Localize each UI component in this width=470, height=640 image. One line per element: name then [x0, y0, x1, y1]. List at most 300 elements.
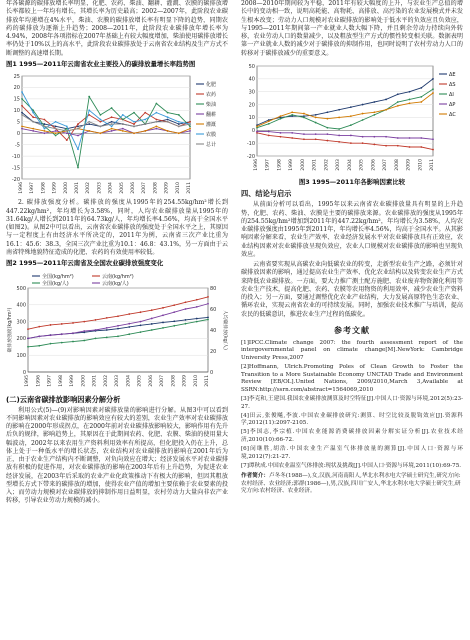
fig3-data-point [350, 134, 352, 136]
fig1-data-point [44, 130, 46, 132]
fig1-data-point [167, 112, 169, 114]
fig2-data-point [207, 318, 209, 320]
fig1-y-tick-label: 5 [16, 119, 20, 126]
fig1-data-point [111, 130, 113, 132]
fig1-data-point [77, 123, 79, 125]
fig3-data-point [373, 143, 375, 145]
fig2-data-point [50, 342, 52, 344]
fig2-data-point [140, 320, 142, 322]
fig3-data-point [385, 109, 387, 111]
fig1-y-tick-label: -15 [11, 165, 20, 172]
fig1-data-point [178, 133, 180, 135]
fig1-x-tick-label: 2004 [108, 182, 114, 194]
fig2-x-tick-label: 1998 [58, 374, 64, 387]
fig2-x-tick-label: 2002 [103, 374, 109, 387]
fig3-data-point [280, 132, 282, 134]
fig1-data-point [111, 126, 113, 128]
fig3-data-point [362, 119, 364, 121]
references-list [241, 340, 463, 471]
figure-2-caption: 图2 1995—2011年云南省及全国农业碳排放强度变化 [6, 259, 164, 267]
fig1-data-point [189, 126, 191, 128]
fig3-data-point [315, 133, 317, 135]
fig3-x-tick-label: 2004 [347, 158, 353, 171]
fig2-data-point [140, 311, 142, 313]
fig1-data-point [189, 128, 191, 130]
fig1-data-point [77, 128, 79, 130]
right-column [241, 0, 463, 640]
fig2-x-tick-label: 2000 [81, 374, 87, 387]
fig3-data-point [350, 115, 352, 117]
fig3-data-point [327, 118, 329, 120]
fig3-data-point [362, 136, 364, 138]
fig3-data-point [409, 137, 411, 139]
fig1-data-point [32, 112, 34, 114]
fig2-y2-axis-label: 人均碳排放(kg/人) [222, 309, 227, 350]
fig1-data-point [122, 114, 124, 116]
fig3-x-tick-label: 2002 [324, 158, 330, 171]
fig1-data-point [88, 130, 90, 132]
fig2-plot-frame [28, 288, 208, 372]
fig1-series-line [22, 113, 190, 129]
fig3-data-point [350, 124, 352, 126]
fig3-data-point [256, 125, 258, 127]
left-column [6, 0, 228, 640]
fig2-data-point [185, 308, 187, 310]
fig1-data-point [88, 110, 90, 112]
fig2-x-tick-label: 1996 [36, 374, 42, 387]
reference-item: [5]李国志,李宗植.中国农业能源消费碳排放因素分解实证分析[J].农业技术经济,2010(10):66-72. [241, 429, 463, 443]
fig2-y2-tick-label: 80 [210, 285, 217, 292]
fig1-data-point [100, 119, 102, 121]
reference-item: [3]李克和,王建国.我国农业碳排放测算及时空特征[J].中国人口·资源与环境,2012(5):23-27. [241, 395, 463, 410]
fig1-data-point [21, 91, 23, 93]
fig1-data-point [32, 117, 34, 119]
fig3-x-tick-label: 2000 [300, 158, 306, 171]
paragraph-intensity: 2. 碳排放强度分析。碳排放的强度从1995年的254.55kg/hm²增长到447.22kg/hm²，年均增长为3.58%，同时，人均农业碳排放量从1995年的31.64kg/人增长到2011年的64.73kg/人，年均增长率4.56%，均高于全国水平(如图2)。从图2中可以看出，云南省农业碳排放的强度处于全国水平之上，其原因与一定程度上有由经济水平所决定的，2011年为例，云南省三次产业比重为16.1：45.6：38.3，全国三次产业比重为10.1：46.8：43.1%，另一方面由于云南省特殊地貌特征造成的化肥、农药的有效使用率较低。 [6, 199, 228, 256]
fig1-y-tick-label: 25 [13, 74, 20, 81]
fig2-data-point [162, 314, 164, 316]
fig2-data-point [173, 324, 175, 326]
fig3-data-point [397, 105, 399, 107]
fig3-data-point [409, 102, 411, 104]
fig1-data-point [156, 126, 158, 128]
fig3-data-point [303, 138, 305, 140]
fig1-data-point [100, 126, 102, 128]
fig2-data-point [196, 306, 198, 308]
fig3-data-point [420, 96, 422, 98]
fig1-legend-label: 化肥 [206, 82, 217, 89]
fig2-y-axis-label: 碳排放强度(kg/hm²) [8, 307, 13, 352]
fig2-data-point [162, 327, 164, 329]
fig2-data-point [38, 325, 40, 327]
fig2-legend-label: 云南(kg/人) [102, 280, 129, 287]
fig3-data-point [385, 145, 387, 147]
fig2-data-point [140, 331, 142, 333]
fig1-data-point [133, 126, 135, 128]
fig2-data-point [50, 334, 52, 336]
fig1-x-tick-label: 2009 [164, 182, 170, 194]
fig1-data-point [111, 123, 113, 125]
fig3-data-point [385, 98, 387, 100]
fig3-data-point [338, 109, 340, 111]
fig3-data-point [291, 114, 293, 116]
fig1-data-point [55, 130, 57, 132]
fig1-data-point [100, 121, 102, 123]
fig2-y-tick-label: 300 [16, 318, 26, 325]
fig1-x-tick-label: 2005 [119, 182, 125, 194]
fig3-data-point [409, 98, 411, 100]
fig2-data-point [151, 329, 153, 331]
fig3-x-tick-label: 2003 [336, 158, 342, 171]
fig2-data-point [50, 324, 52, 326]
fig3-data-point [268, 123, 270, 125]
fig3-data-point [327, 133, 329, 135]
fig2-data-point [162, 306, 164, 308]
fig2-data-point [185, 301, 187, 303]
fig2-x-tick-label: 2003 [115, 374, 120, 387]
fig1-y-tick-label: -20 [11, 177, 20, 184]
fig1-data-point [44, 128, 46, 130]
reference-item: [4]田云,张俊飚,李波.中国农业碳排放研究:测算、时空比较及脱钩效应[J].资源科学,2012(11):2097-2105. [241, 412, 463, 427]
fig3-data-point [420, 87, 422, 89]
fig1-legend-label: 农膜 [206, 132, 217, 139]
fig1-data-point [21, 112, 23, 114]
fig3-data-point [362, 103, 364, 105]
fig1-data-point [167, 121, 169, 123]
fig2-y-tick-label: 0 [22, 369, 26, 376]
fig3-data-point [268, 130, 270, 132]
fig1-data-point [21, 126, 23, 128]
fig2-data-point [83, 330, 85, 332]
fig1-data-point [44, 119, 46, 121]
fig1-data-point [21, 128, 23, 130]
fig3-data-point [256, 130, 258, 132]
fig1-x-tick-label: 2002 [86, 182, 92, 194]
fig2-x-tick-label: 1995 [25, 374, 30, 387]
fig1-x-tick-label: 1999 [52, 182, 58, 194]
fig1-data-point [144, 112, 146, 114]
fig3-data-point [397, 137, 399, 139]
fig3-data-point [409, 91, 411, 93]
fig2-data-point [173, 304, 175, 306]
author-note [241, 473, 463, 496]
figure-3-chart [241, 60, 463, 172]
fig1-data-point [88, 114, 90, 116]
fig1-data-point [156, 119, 158, 121]
figure-1-chart [6, 70, 228, 195]
fig2-data-point [128, 326, 130, 328]
fig3-series-line [257, 89, 433, 129]
fig1-data-point [55, 128, 57, 130]
fig2-data-point [61, 341, 63, 343]
fig2-y2-tick-label: 20 [210, 348, 217, 355]
fig1-data-point [55, 133, 57, 135]
fig1-data-point [133, 133, 135, 135]
fig1-x-tick-label: 2007 [142, 182, 148, 194]
fig3-x-tick-label: 1997 [265, 158, 271, 171]
fig2-data-point [95, 337, 97, 339]
fig2-data-point [27, 328, 29, 330]
fig3-data-point [315, 116, 317, 118]
fig1-data-point [167, 117, 169, 119]
fig1-data-point [88, 121, 90, 123]
fig1-x-tick-label: 2006 [131, 182, 136, 194]
fig1-data-point [189, 123, 191, 125]
fig2-data-point [196, 320, 198, 322]
fig2-data-point [117, 324, 119, 326]
fig3-data-point [432, 138, 434, 140]
fig2-series-line [28, 319, 208, 346]
fig3-y-tick-label: 40 [248, 76, 255, 83]
fig1-x-tick-label: 2000 [63, 182, 69, 194]
fig3-data-point [373, 101, 375, 103]
author-note-label: 作者简介： [241, 473, 269, 480]
fig1-data-point [178, 114, 180, 116]
fig1-data-point [178, 126, 180, 128]
fig3-y-tick-label: 0 [251, 127, 255, 134]
paragraph-conclusion-2: 云南省要实现从高碳农业向低碳农业的转变，走新型农业生产之路，必须针对碳排放因素的影响，通过提高农业生产效率、优化农业结构以及转变农业生产方式来降低农业碳排放。一方面，要大力推广测土配方施肥、农业废弃物资源化利用等农业生产技术，提高化肥、农药、农膜等农用物资的利用效率，减少农业生产资料的投入；另一方面，要通过调整优化农业产业结构，大力发展高原特色生态农业、循环农业，实现云南省农业的可持续发展。同时，加强农业技术推广与培训，提高农民的低碳意识，推进农业生产过程的低碳化。 [241, 261, 463, 318]
references-title: 参考文献 [334, 325, 370, 335]
fig2-data-point [61, 333, 63, 335]
fig3-series-line [257, 93, 433, 126]
fig3-data-point [397, 101, 399, 103]
fig1-data-point [144, 119, 146, 121]
fig3-x-tick-label: 2010 [418, 158, 424, 171]
fig3-data-point [432, 78, 434, 80]
fig2-data-point [173, 311, 175, 313]
fig2-series-line [28, 303, 208, 338]
fig1-data-point [100, 133, 102, 135]
fig1-data-point [178, 121, 180, 123]
fig2-x-tick-label: 2007 [160, 374, 165, 387]
fig1-data-point [77, 167, 79, 169]
fig2-data-point [61, 323, 63, 325]
fig1-data-point [111, 117, 113, 119]
fig2-data-point [207, 302, 209, 304]
fig3-data-point [350, 142, 352, 144]
fig2-data-point [38, 344, 40, 346]
fig2-x-tick-label: 2006 [148, 374, 154, 387]
fig2-data-point [83, 320, 85, 322]
fig3-data-point [385, 136, 387, 138]
fig1-data-point [66, 126, 68, 128]
paragraph-top: 2008—2010年期间较为平稳，2011年有较大幅度的上升，与农业生产总值的增长中的变动相一致，说明高耗能、高物耗、高排放、高污染的农业发展模式并未发生根本改变；劳动力人口规模对农业碳排放的影响处于低水平的负效应且负效应，与1995—2011年期间第一产业就业人数大幅下降，并且剩余劳动力持续向外转移，农业劳动人口的数量减少，以及粗放型生产方式的惯性转变相关联。数据表明第一产业就业人数的减少对于碳排放的抑制作用，也同时说明了农村劳动力人口的转移对于碳排放减少的重要意义。 [241, 0, 463, 57]
fig3-data-point [303, 116, 305, 118]
fig3-data-point [338, 141, 340, 143]
fig3-x-tick-label: 2007 [383, 158, 389, 171]
fig1-y-tick-label: 10 [13, 108, 20, 115]
fig1-x-tick-label: 2001 [75, 182, 80, 194]
fig1-data-point [122, 119, 124, 121]
fig1-legend-label: 柴油 [206, 102, 217, 109]
fig3-x-tick-label: 2009 [406, 158, 412, 171]
fig3-data-point [280, 115, 282, 117]
fig1-data-point [156, 128, 158, 130]
fig1-data-point [32, 121, 34, 123]
fig3-y-tick-label: 20 [248, 102, 255, 109]
fig3-data-point [397, 93, 399, 95]
fig2-y-tick-label: 100 [16, 352, 26, 359]
fig1-data-point [21, 98, 23, 100]
fig2-data-point [117, 327, 119, 329]
fig3-data-point [303, 112, 305, 114]
fig1-legend-label: 翻耕 [206, 112, 217, 119]
fig1-data-point [133, 121, 135, 123]
fig3-y-tick-label: 50 [248, 63, 255, 70]
fig2-data-point [196, 317, 198, 319]
fig3-data-point [420, 146, 422, 148]
reference-item: [1]IPCC.Climate change 2007: the fourth assessment report of the intergovernmental panel on climate change[M].NewYork: Cambridge University Press,2007 [241, 339, 463, 361]
fig1-data-point [66, 130, 68, 132]
fig1-data-point [32, 128, 34, 130]
fig3-x-tick-label: 2001 [312, 158, 318, 171]
fig1-legend-label: 总计 [206, 142, 217, 149]
fig3-x-tick-label: 1998 [277, 158, 283, 171]
fig2-x-tick-label: 2008 [171, 374, 177, 387]
fig3-series-line [257, 131, 433, 139]
fig3-data-point [432, 148, 434, 150]
fig2-data-point [207, 296, 209, 298]
fig3-data-point [315, 114, 317, 116]
fig2-data-point [106, 327, 108, 329]
fig1-data-point [122, 128, 124, 130]
fig3-data-point [362, 112, 364, 114]
fig3-data-point [409, 146, 411, 148]
fig1-y-tick-label: -5 [15, 142, 20, 149]
fig1-y-tick-label: 20 [13, 85, 20, 92]
reference-item: [6]闵继胜,胡浩.中国农业生产温室气体排放量的测算[J].中国人口·资源与环境,2012(7):21-27. [241, 445, 463, 460]
fig3-data-point [291, 132, 293, 134]
fig1-data-point [167, 130, 169, 132]
fig2-x-tick-label: 2011 [205, 374, 210, 387]
fig2-data-point [151, 309, 153, 311]
fig3-y-tick-label: -20 [246, 153, 255, 160]
fig1-data-point [77, 149, 79, 151]
fig1-data-point [88, 123, 90, 125]
fig3-data-point [432, 92, 434, 94]
fig1-x-tick-label: 2008 [153, 182, 159, 194]
fig2-x-tick-label: 2001 [92, 374, 98, 387]
fig3-data-point [315, 138, 317, 140]
fig1-data-point [100, 114, 102, 116]
paragraph-intro: 年各碳源的碳排放增长率明显，化肥、农药、柴油、翻耕、灌溉、农膜的碳排放增长率都较上一年均有增长，其增长率为历史最高；2002—2007年，此阶段农业碳排放年均递增在4%水平，柴油、农膜的碳排放增长率有明显下降的趋势，同期农药的碳排放为逐渐上升趋势；2008—2011年，此阶段农业碳排放年增长率为4.94%，2008年各项指标在2007年基础上有较大幅度增加，柴油使用碳排放增长率仍处于10%以上的高水平，此阶段农业碳排放处于云南省农业结构及生产方式不断调整的高速增长期。 [6, 0, 228, 57]
fig1-data-point [21, 114, 23, 116]
fig1-data-point [156, 103, 158, 105]
fig3-x-tick-label: 2011 [430, 158, 435, 171]
fig2-y2-tick-label: 60 [210, 306, 217, 313]
fig2-data-point [128, 333, 130, 335]
fig2-data-point [128, 313, 130, 315]
author-note-text: 卢冬冬(1988—),女,汉族,河南南阳人,华北水利水电大学硕士研究生,研究方向:农村经济、农业经济;郭群(1986—),男,汉族,四川广安人,华北水利水电大学硕士研究生,研究方向:农村经济、农业经济。 [241, 473, 461, 495]
fig1-x-tick-label: 1998 [41, 182, 47, 194]
fig1-data-point [122, 123, 124, 125]
fig3-x-tick-label: 2006 [371, 158, 377, 171]
fig1-data-point [133, 112, 135, 114]
fig1-data-point [167, 119, 169, 121]
fig2-data-point [38, 335, 40, 337]
fig3-data-point [362, 142, 364, 144]
fig3-x-tick-label: 1999 [289, 158, 295, 171]
fig1-data-point [156, 121, 158, 123]
fig1-data-point [55, 135, 57, 137]
paragraph-decomposition: 利用公式(5)—(9)对影响因素对碳排放量的影响进行分解。从图3中可以看到不同影响因素对农业碳排放的影响效应有较大的差别，农业生产效率对农业碳排放的影响在2000年形成拐点，在2000年前对农业碳排放影响较大，影响作用有先升后负的规律，影响趋势上，其原因在于此期间农药、化肥、农膜、柴油的使用量大幅波动，2002年以来农用生产资料利用效率有所提高，但化肥投入仍在上升，总体上处于一种低水平的增长状态，农业结构对农业碳排放的影响在2001年后为正，由于农业生产结构内不断调整，对负向效应在增大；经济发展水平对农业碳排放有积极的促进作用，对农业碳排放的影响在2003年后有上升趋势，为促进农业经济发展，在2003年后采取的农业产业化政策推动下有极大的影响，但因其粗放型增长方式下带来的碳排放的增加，使得农业产值的增加主要依赖于农业要素的投入；而劳动力规模对农业碳排放的抑制作用日益明显，农村劳动力大量向非农产业转移，引导农业劳动力规模的减小。 [6, 406, 228, 505]
fig3-legend-label: ΔE [449, 71, 456, 78]
fig2-data-point [128, 322, 130, 324]
fig2-x-tick-label: 1999 [70, 374, 75, 387]
fig2-legend-label: 全国(kg/人) [42, 280, 69, 287]
fig2-y-tick-label: 400 [16, 302, 26, 309]
fig1-data-point [55, 126, 57, 128]
fig1-data-point [66, 133, 68, 135]
fig3-data-point [303, 133, 305, 135]
fig3-legend-label: ΔP [449, 101, 456, 108]
fig3-data-point [338, 128, 340, 130]
fig1-data-point [77, 135, 79, 137]
fig3-data-point [280, 118, 282, 120]
fig2-legend-label: 云南(kg/hm²) [102, 273, 134, 280]
fig3-data-point [291, 137, 293, 139]
fig2-data-point [106, 317, 108, 319]
fig1-plot-frame [22, 76, 190, 179]
fig3-legend-label: ΔC [449, 111, 456, 118]
fig2-x-tick-label: 2010 [193, 374, 199, 387]
fig3-data-point [315, 121, 317, 123]
fig1-data-point [144, 123, 146, 125]
fig1-series-line [22, 92, 190, 149]
fig1-data-point [44, 133, 46, 135]
fig2-y-tick-label: 200 [16, 335, 26, 342]
figure-2-chart [6, 270, 228, 388]
fig1-legend-label: 灌溉 [206, 122, 217, 129]
fig3-x-tick-label: 2005 [359, 158, 365, 171]
figure-3-caption: 图3 1995—2011年各影响因素比较 [298, 177, 406, 186]
fig2-data-point [106, 329, 108, 331]
fig2-data-point [117, 315, 119, 317]
fig3-data-point [268, 120, 270, 122]
fig2-data-point [72, 322, 74, 324]
fig1-legend-label: 农药 [206, 92, 217, 99]
fig1-data-point [88, 96, 90, 98]
fig2-data-point [27, 337, 29, 339]
fig3-data-point [397, 145, 399, 147]
section-conclusion-heading: 四、结论与启示 [241, 189, 292, 199]
fig2-data-point [162, 321, 164, 323]
fig2-data-point [95, 329, 97, 331]
fig1-data-point [55, 121, 57, 123]
fig3-data-point [327, 127, 329, 129]
fig1-data-point [44, 126, 46, 128]
fig2-data-point [95, 319, 97, 321]
fig1-data-point [21, 105, 23, 107]
fig1-data-point [156, 112, 158, 114]
fig1-x-tick-label: 1996 [19, 182, 24, 194]
fig3-data-point [420, 101, 422, 103]
fig2-y2-tick-label: 0 [210, 369, 214, 376]
fig1-data-point [111, 128, 113, 130]
fig1-data-point [178, 123, 180, 125]
fig3-data-point [268, 134, 270, 136]
fig3-x-tick-label: 1996 [254, 158, 259, 171]
fig1-x-tick-label: 2003 [97, 182, 103, 194]
fig3-data-point [373, 111, 375, 113]
figure-1-caption: 图1 1995—2011年云南省农业主要投入的碳排放量增长率趋势图 [6, 59, 196, 68]
fig2-data-point [207, 316, 209, 318]
fig2-data-point [72, 332, 74, 334]
fig3-data-point [420, 137, 422, 139]
fig3-data-point [373, 114, 375, 116]
fig3-y-tick-label: -10 [246, 140, 255, 147]
fig1-data-point [122, 130, 124, 132]
